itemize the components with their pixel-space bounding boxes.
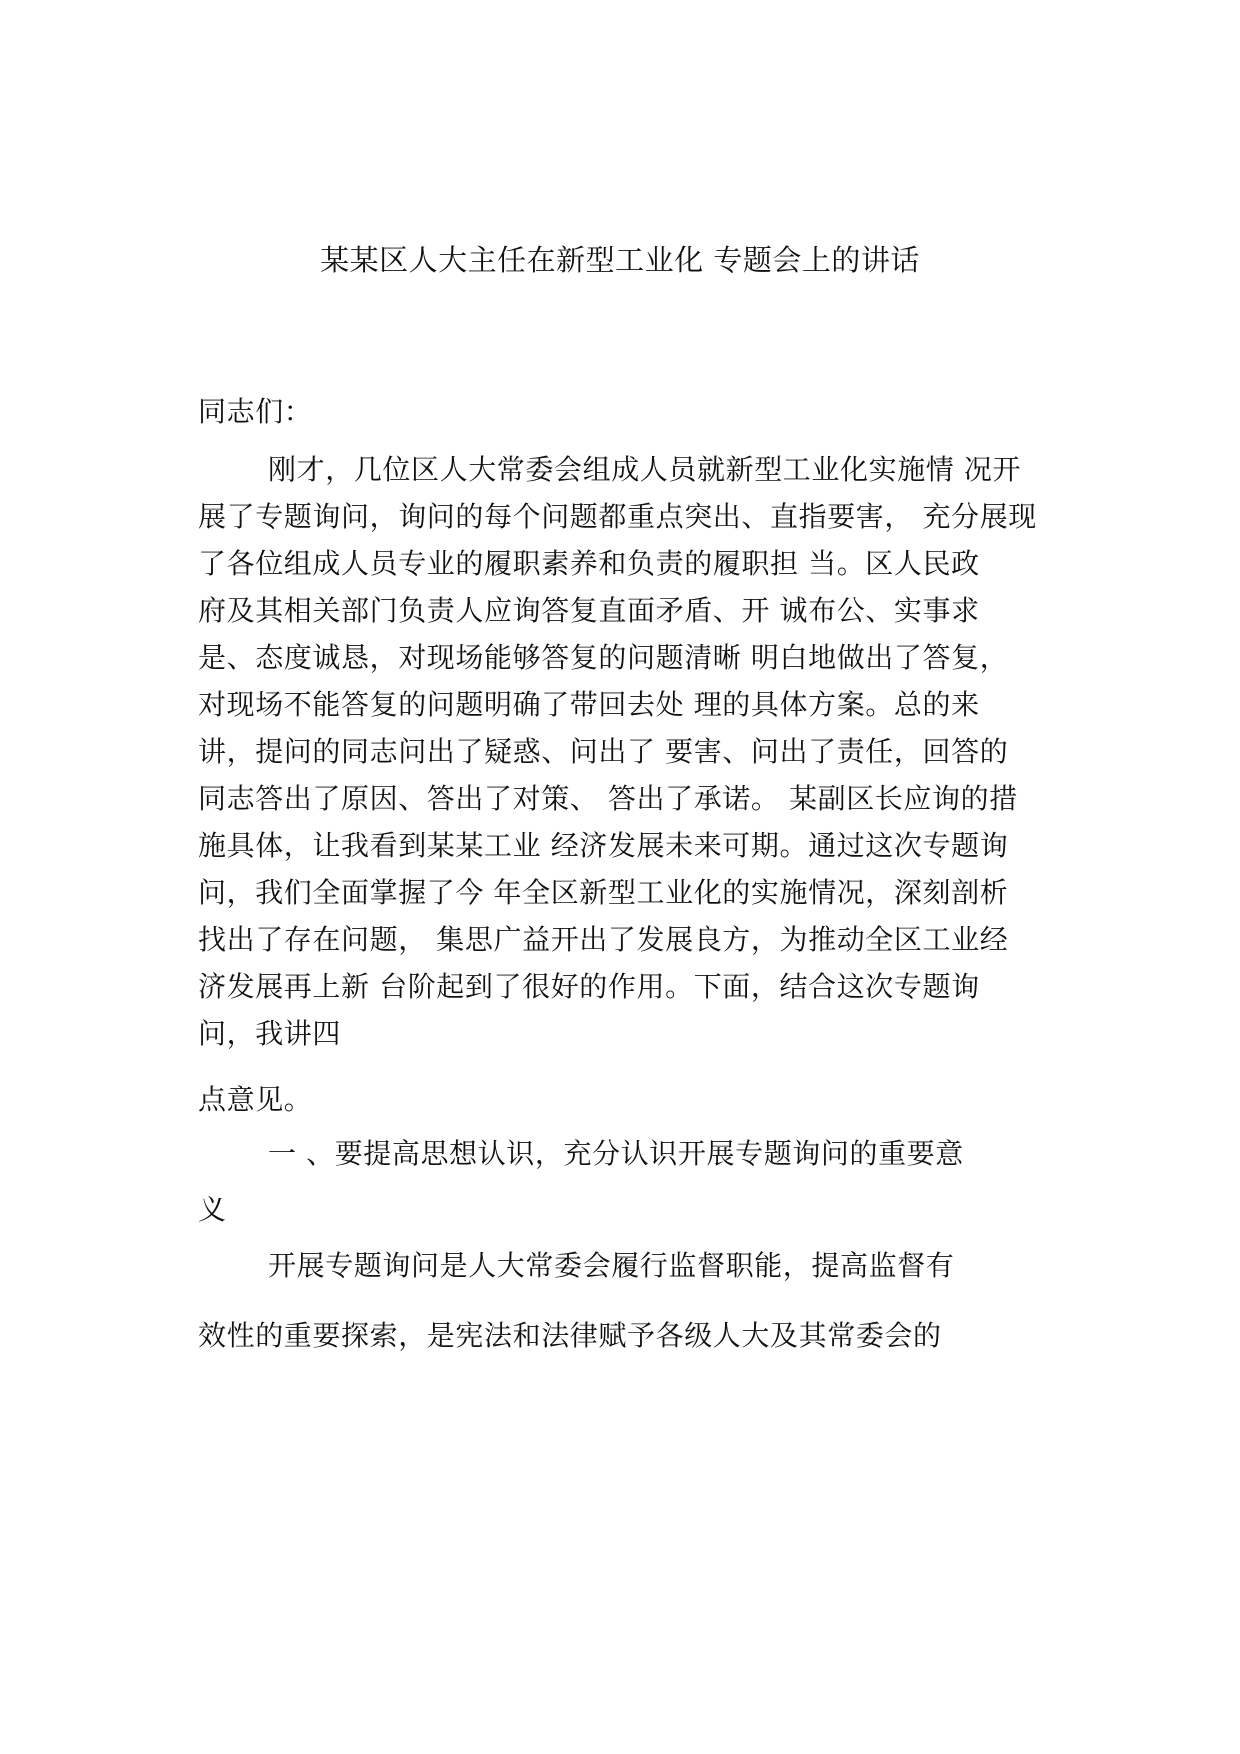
salutation: 同志们： — [198, 395, 313, 428]
paragraph-line: 讲，提问的同志问出了疑惑、问出了 要害、问出了责任，回答的 — [198, 735, 1009, 768]
paragraph-line: 施具体，让我看到某某工业 经济发展未来可期。通过这次专题询 — [198, 829, 1009, 862]
paragraph-line: 点意见。 — [198, 1083, 313, 1116]
paragraph-line: 同志答出了原因、答出了对策、 答出了承诺。 某副区长应询的措 — [198, 782, 1018, 815]
paragraph-line: 开展专题询问是人大常委会履行监督职能，提高监督有 — [268, 1249, 955, 1282]
paragraph-line: 了各位组成人员专业的履职素养和负责的履职担 当。区人民政 — [198, 547, 980, 580]
paragraph-line: 济发展再上新 台阶起到了很好的作用。下面，结合这次专题询 — [198, 970, 980, 1003]
section-heading: 义 — [198, 1193, 227, 1226]
paragraph-line: 府及其相关部门负责人应询答复直面矛盾、开 诚布公、实事求 — [198, 594, 980, 627]
document-title: 某某区人大主任在新型工业化 专题会上的讲话 — [320, 243, 920, 277]
paragraph-line: 对现场不能答复的问题明确了带回去处 理的具体方案。总的来 — [198, 688, 980, 721]
paragraph-line: 问，我讲四 — [198, 1017, 342, 1050]
paragraph-line: 问，我们全面掌握了今 年全区新型工业化的实施情况，深刻剖析 — [198, 876, 1009, 909]
paragraph-line: 展了专题询问，询问的每个问题都重点突出、直指要害， 充分展现 — [198, 500, 1037, 533]
paragraph-line: 是、态度诚恳，对现场能够答复的问题清晰 明白地做出了答复， — [198, 641, 1009, 674]
section-heading: 一 、要提高思想认识，充分认识开展专题询问的重要意 — [268, 1137, 964, 1170]
paragraph-line: 刚才，几位区人大常委会组成人员就新型工业化实施情 况开 — [268, 453, 1022, 486]
paragraph-line: 效性的重要探索，是宪法和法律赋予各级人大及其常委会的 — [198, 1319, 942, 1352]
paragraph-line: 找出了存在问题， 集思广益开出了发展良方，为推动全区工业经 — [198, 923, 1009, 956]
